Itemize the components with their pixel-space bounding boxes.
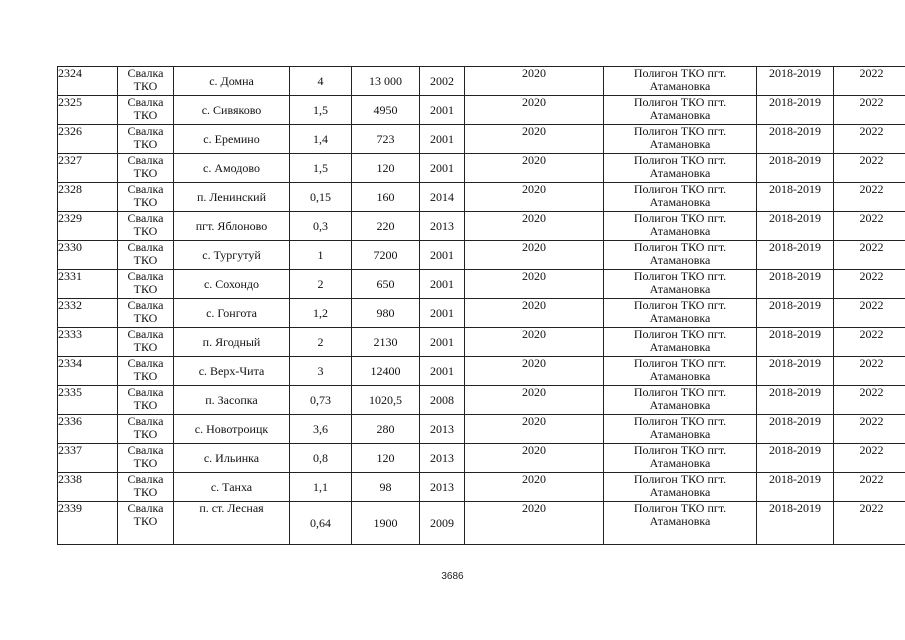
cell-destination: [604, 502, 757, 545]
cell-destination: [604, 241, 757, 270]
cell-completion-year: 2022: [834, 473, 905, 502]
cell-location: пгт. Яблоново: [174, 212, 290, 241]
cell-start-year: 2008: [420, 386, 465, 415]
cell-plan-year: 2020: [465, 444, 604, 473]
cell-number: 2333: [58, 328, 118, 357]
cell-destination-text: Полигон ТКО пгт. Атамановка: [633, 211, 727, 238]
cell-object-type: [118, 473, 174, 502]
cell-period: 2018-2019: [757, 212, 834, 241]
cell-start-year: 2001: [420, 299, 465, 328]
cell-area: 0,15: [290, 183, 352, 212]
cell-object-type-text: Свалка ТКО: [127, 385, 164, 412]
cell-object-type: [118, 67, 174, 96]
cell-destination: [604, 96, 757, 125]
cell-destination-text: Полигон ТКО пгт. Атамановка: [633, 356, 727, 383]
cell-area: 3,6: [290, 415, 352, 444]
cell-plan-year: 2020: [465, 183, 604, 212]
cell-volume: 4950: [352, 96, 420, 125]
cell-period: 2018-2019: [757, 299, 834, 328]
cell-plan-year: 2020: [465, 328, 604, 357]
cell-location: с. Сохондо: [174, 270, 290, 299]
cell-completion-year: 2022: [834, 183, 905, 212]
cell-object-type: [118, 125, 174, 154]
cell-number: 2337: [58, 444, 118, 473]
cell-destination: [604, 473, 757, 502]
cell-destination-text: Полигон ТКО пгт. Атамановка: [633, 240, 727, 267]
cell-period: 2018-2019: [757, 96, 834, 125]
cell-object-type-text: Свалка ТКО: [127, 298, 164, 325]
cell-number: 2335: [58, 386, 118, 415]
cell-destination-text: Полигон ТКО пгт. Атамановка: [633, 327, 727, 354]
cell-object-type-text: Свалка ТКО: [127, 443, 164, 470]
cell-object-type-text: Свалка ТКО: [127, 327, 164, 354]
cell-object-type: [118, 241, 174, 270]
cell-volume: 160: [352, 183, 420, 212]
cell-number: 2330: [58, 241, 118, 270]
cell-location: с. Ильинка: [174, 444, 290, 473]
table-row: [58, 299, 905, 328]
cell-area: 1: [290, 241, 352, 270]
cell-destination: [604, 357, 757, 386]
cell-destination: [604, 125, 757, 154]
cell-completion-year: 2022: [834, 96, 905, 125]
cell-area: 0,73: [290, 386, 352, 415]
cell-number: 2324: [58, 67, 118, 96]
cell-area: 3: [290, 357, 352, 386]
cell-start-year: 2013: [420, 212, 465, 241]
cell-area: 1,2: [290, 299, 352, 328]
cell-completion-year: 2022: [834, 270, 905, 299]
cell-plan-year: 2020: [465, 125, 604, 154]
cell-plan-year: 2020: [465, 96, 604, 125]
cell-number: 2326: [58, 125, 118, 154]
cell-volume: 7200: [352, 241, 420, 270]
cell-completion-year: 2022: [834, 386, 905, 415]
cell-plan-year: 2020: [465, 154, 604, 183]
cell-start-year: 2013: [420, 444, 465, 473]
cell-volume: 1020,5: [352, 386, 420, 415]
cell-start-year: 2014: [420, 183, 465, 212]
cell-object-type: [118, 299, 174, 328]
cell-destination-text: Полигон ТКО пгт. Атамановка: [633, 443, 727, 470]
cell-area: 0,3: [290, 212, 352, 241]
cell-completion-year: 2022: [834, 154, 905, 183]
cell-location: с. Еремино: [174, 125, 290, 154]
cell-location: п. Засопка: [174, 386, 290, 415]
cell-completion-year: 2022: [834, 502, 905, 545]
cell-start-year: 2001: [420, 270, 465, 299]
cell-destination-text: Полигон ТКО пгт. Атамановка: [633, 501, 727, 528]
cell-location: с. Амодово: [174, 154, 290, 183]
cell-object-type-text: Свалка ТКО: [127, 501, 164, 528]
cell-destination: [604, 212, 757, 241]
cell-plan-year: 2020: [465, 212, 604, 241]
table-row: [58, 328, 905, 357]
cell-start-year: 2009: [420, 502, 465, 545]
cell-plan-year: 2020: [465, 241, 604, 270]
cell-object-type-text: Свалка ТКО: [127, 240, 164, 267]
cell-object-type-text: Свалка ТКО: [127, 95, 164, 122]
table-row: [58, 183, 905, 212]
cell-volume: 980: [352, 299, 420, 328]
cell-period: 2018-2019: [757, 357, 834, 386]
cell-object-type-text: Свалка ТКО: [127, 356, 164, 383]
cell-period: 2018-2019: [757, 270, 834, 299]
cell-start-year: 2013: [420, 415, 465, 444]
cell-destination-text: Полигон ТКО пгт. Атамановка: [633, 153, 727, 180]
cell-destination: [604, 154, 757, 183]
cell-object-type-text: Свалка ТКО: [127, 414, 164, 441]
cell-completion-year: 2022: [834, 241, 905, 270]
cell-completion-year: 2022: [834, 299, 905, 328]
cell-completion-year: 2022: [834, 415, 905, 444]
cell-location: п. Ягодный: [174, 328, 290, 357]
cell-volume: 220: [352, 212, 420, 241]
cell-destination-text: Полигон ТКО пгт. Атамановка: [633, 472, 727, 499]
cell-period: 2018-2019: [757, 502, 834, 545]
cell-plan-year: 2020: [465, 386, 604, 415]
cell-period: 2018-2019: [757, 154, 834, 183]
cell-destination: [604, 444, 757, 473]
cell-object-type: [118, 154, 174, 183]
cell-period: 2018-2019: [757, 241, 834, 270]
cell-area: 0,64: [290, 502, 352, 545]
cell-location: с. Танха: [174, 473, 290, 502]
cell-number: 2334: [58, 357, 118, 386]
cell-location: с. Верх-Чита: [174, 357, 290, 386]
cell-number: 2338: [58, 473, 118, 502]
cell-location: с. Гонгота: [174, 299, 290, 328]
cell-number: 2325: [58, 96, 118, 125]
cell-destination: [604, 386, 757, 415]
cell-completion-year: 2022: [834, 444, 905, 473]
cell-volume: 650: [352, 270, 420, 299]
cell-period: 2018-2019: [757, 444, 834, 473]
cell-period: 2018-2019: [757, 328, 834, 357]
cell-object-type-text: Свалка ТКО: [127, 153, 164, 180]
cell-period: 2018-2019: [757, 415, 834, 444]
cell-destination-text: Полигон ТКО пгт. Атамановка: [633, 385, 727, 412]
cell-destination-text: Полигон ТКО пгт. Атамановка: [633, 124, 727, 151]
cell-number: 2336: [58, 415, 118, 444]
cell-start-year: 2001: [420, 328, 465, 357]
cell-number: 2339: [58, 502, 118, 545]
cell-object-type: [118, 415, 174, 444]
cell-location: с. Новотроицк: [174, 415, 290, 444]
table-row: [58, 473, 905, 502]
cell-start-year: 2001: [420, 241, 465, 270]
table-row: [58, 67, 905, 96]
cell-destination-text: Полигон ТКО пгт. Атамановка: [633, 414, 727, 441]
cell-object-type-text: Свалка ТКО: [127, 472, 164, 499]
cell-volume: 13 000: [352, 67, 420, 96]
cell-plan-year: 2020: [465, 415, 604, 444]
cell-period: 2018-2019: [757, 67, 834, 96]
cell-plan-year: 2020: [465, 299, 604, 328]
cell-area: 2: [290, 270, 352, 299]
table-row: [58, 270, 905, 299]
cell-period: 2018-2019: [757, 473, 834, 502]
cell-object-type: [118, 444, 174, 473]
cell-volume: 2130: [352, 328, 420, 357]
cell-object-type: [118, 502, 174, 545]
cell-plan-year: 2020: [465, 473, 604, 502]
cell-area: 1,1: [290, 473, 352, 502]
cell-start-year: 2001: [420, 357, 465, 386]
cell-plan-year: 2020: [465, 502, 604, 545]
cell-area: 1,5: [290, 154, 352, 183]
cell-object-type: [118, 96, 174, 125]
page-number: 3686: [441, 571, 464, 582]
cell-start-year: 2001: [420, 154, 465, 183]
cell-object-type: [118, 270, 174, 299]
cell-area: 0,8: [290, 444, 352, 473]
cell-object-type-text: Свалка ТКО: [127, 182, 164, 209]
cell-destination: [604, 328, 757, 357]
cell-start-year: 2002: [420, 67, 465, 96]
cell-period: 2018-2019: [757, 386, 834, 415]
landfill-registry-table: [57, 66, 905, 545]
table-row: [58, 502, 905, 545]
table-row: [58, 357, 905, 386]
cell-object-type: [118, 357, 174, 386]
cell-number: 2329: [58, 212, 118, 241]
cell-start-year: 2013: [420, 473, 465, 502]
cell-number: 2328: [58, 183, 118, 212]
cell-location: с. Сивяково: [174, 96, 290, 125]
cell-destination-text: Полигон ТКО пгт. Атамановка: [633, 269, 727, 296]
table-row: [58, 241, 905, 270]
cell-area: 4: [290, 67, 352, 96]
table-body: [58, 67, 905, 545]
cell-object-type-text: Свалка ТКО: [127, 211, 164, 238]
cell-object-type-text: Свалка ТКО: [127, 66, 164, 93]
cell-object-type: [118, 212, 174, 241]
cell-object-type-text: Свалка ТКО: [127, 269, 164, 296]
table-row: [58, 154, 905, 183]
cell-plan-year: 2020: [465, 67, 604, 96]
cell-destination: [604, 270, 757, 299]
cell-volume: 120: [352, 444, 420, 473]
cell-volume: 723: [352, 125, 420, 154]
cell-plan-year: 2020: [465, 270, 604, 299]
cell-destination-text: Полигон ТКО пгт. Атамановка: [633, 95, 727, 122]
cell-volume: 98: [352, 473, 420, 502]
cell-volume: 120: [352, 154, 420, 183]
cell-volume: 12400: [352, 357, 420, 386]
cell-number: 2332: [58, 299, 118, 328]
table-row: [58, 96, 905, 125]
table-row: [58, 212, 905, 241]
cell-period: 2018-2019: [757, 125, 834, 154]
cell-volume: 1900: [352, 502, 420, 545]
cell-area: 2: [290, 328, 352, 357]
table-row: [58, 386, 905, 415]
cell-completion-year: 2022: [834, 328, 905, 357]
cell-number: 2327: [58, 154, 118, 183]
cell-destination-text: Полигон ТКО пгт. Атамановка: [633, 182, 727, 209]
cell-destination-text: Полигон ТКО пгт. Атамановка: [633, 298, 727, 325]
table-row: [58, 125, 905, 154]
cell-object-type: [118, 386, 174, 415]
cell-location: п. Ленинский: [174, 183, 290, 212]
cell-plan-year: 2020: [465, 357, 604, 386]
cell-completion-year: 2022: [834, 125, 905, 154]
cell-object-type: [118, 328, 174, 357]
cell-start-year: 2001: [420, 96, 465, 125]
cell-object-type-text: Свалка ТКО: [127, 124, 164, 151]
cell-period: 2018-2019: [757, 183, 834, 212]
cell-completion-year: 2022: [834, 67, 905, 96]
cell-completion-year: 2022: [834, 212, 905, 241]
cell-location: с. Домна: [174, 67, 290, 96]
cell-completion-year: 2022: [834, 357, 905, 386]
table-row: [58, 444, 905, 473]
cell-destination: [604, 415, 757, 444]
cell-destination: [604, 67, 757, 96]
cell-location: п. ст. Лесная: [174, 502, 290, 545]
cell-area: 1,4: [290, 125, 352, 154]
cell-start-year: 2001: [420, 125, 465, 154]
cell-volume: 280: [352, 415, 420, 444]
cell-object-type: [118, 183, 174, 212]
cell-area: 1,5: [290, 96, 352, 125]
cell-destination: [604, 299, 757, 328]
cell-destination: [604, 183, 757, 212]
cell-location: с. Тургутуй: [174, 241, 290, 270]
cell-number: 2331: [58, 270, 118, 299]
table-row: [58, 415, 905, 444]
cell-destination-text: Полигон ТКО пгт. Атамановка: [633, 66, 727, 93]
